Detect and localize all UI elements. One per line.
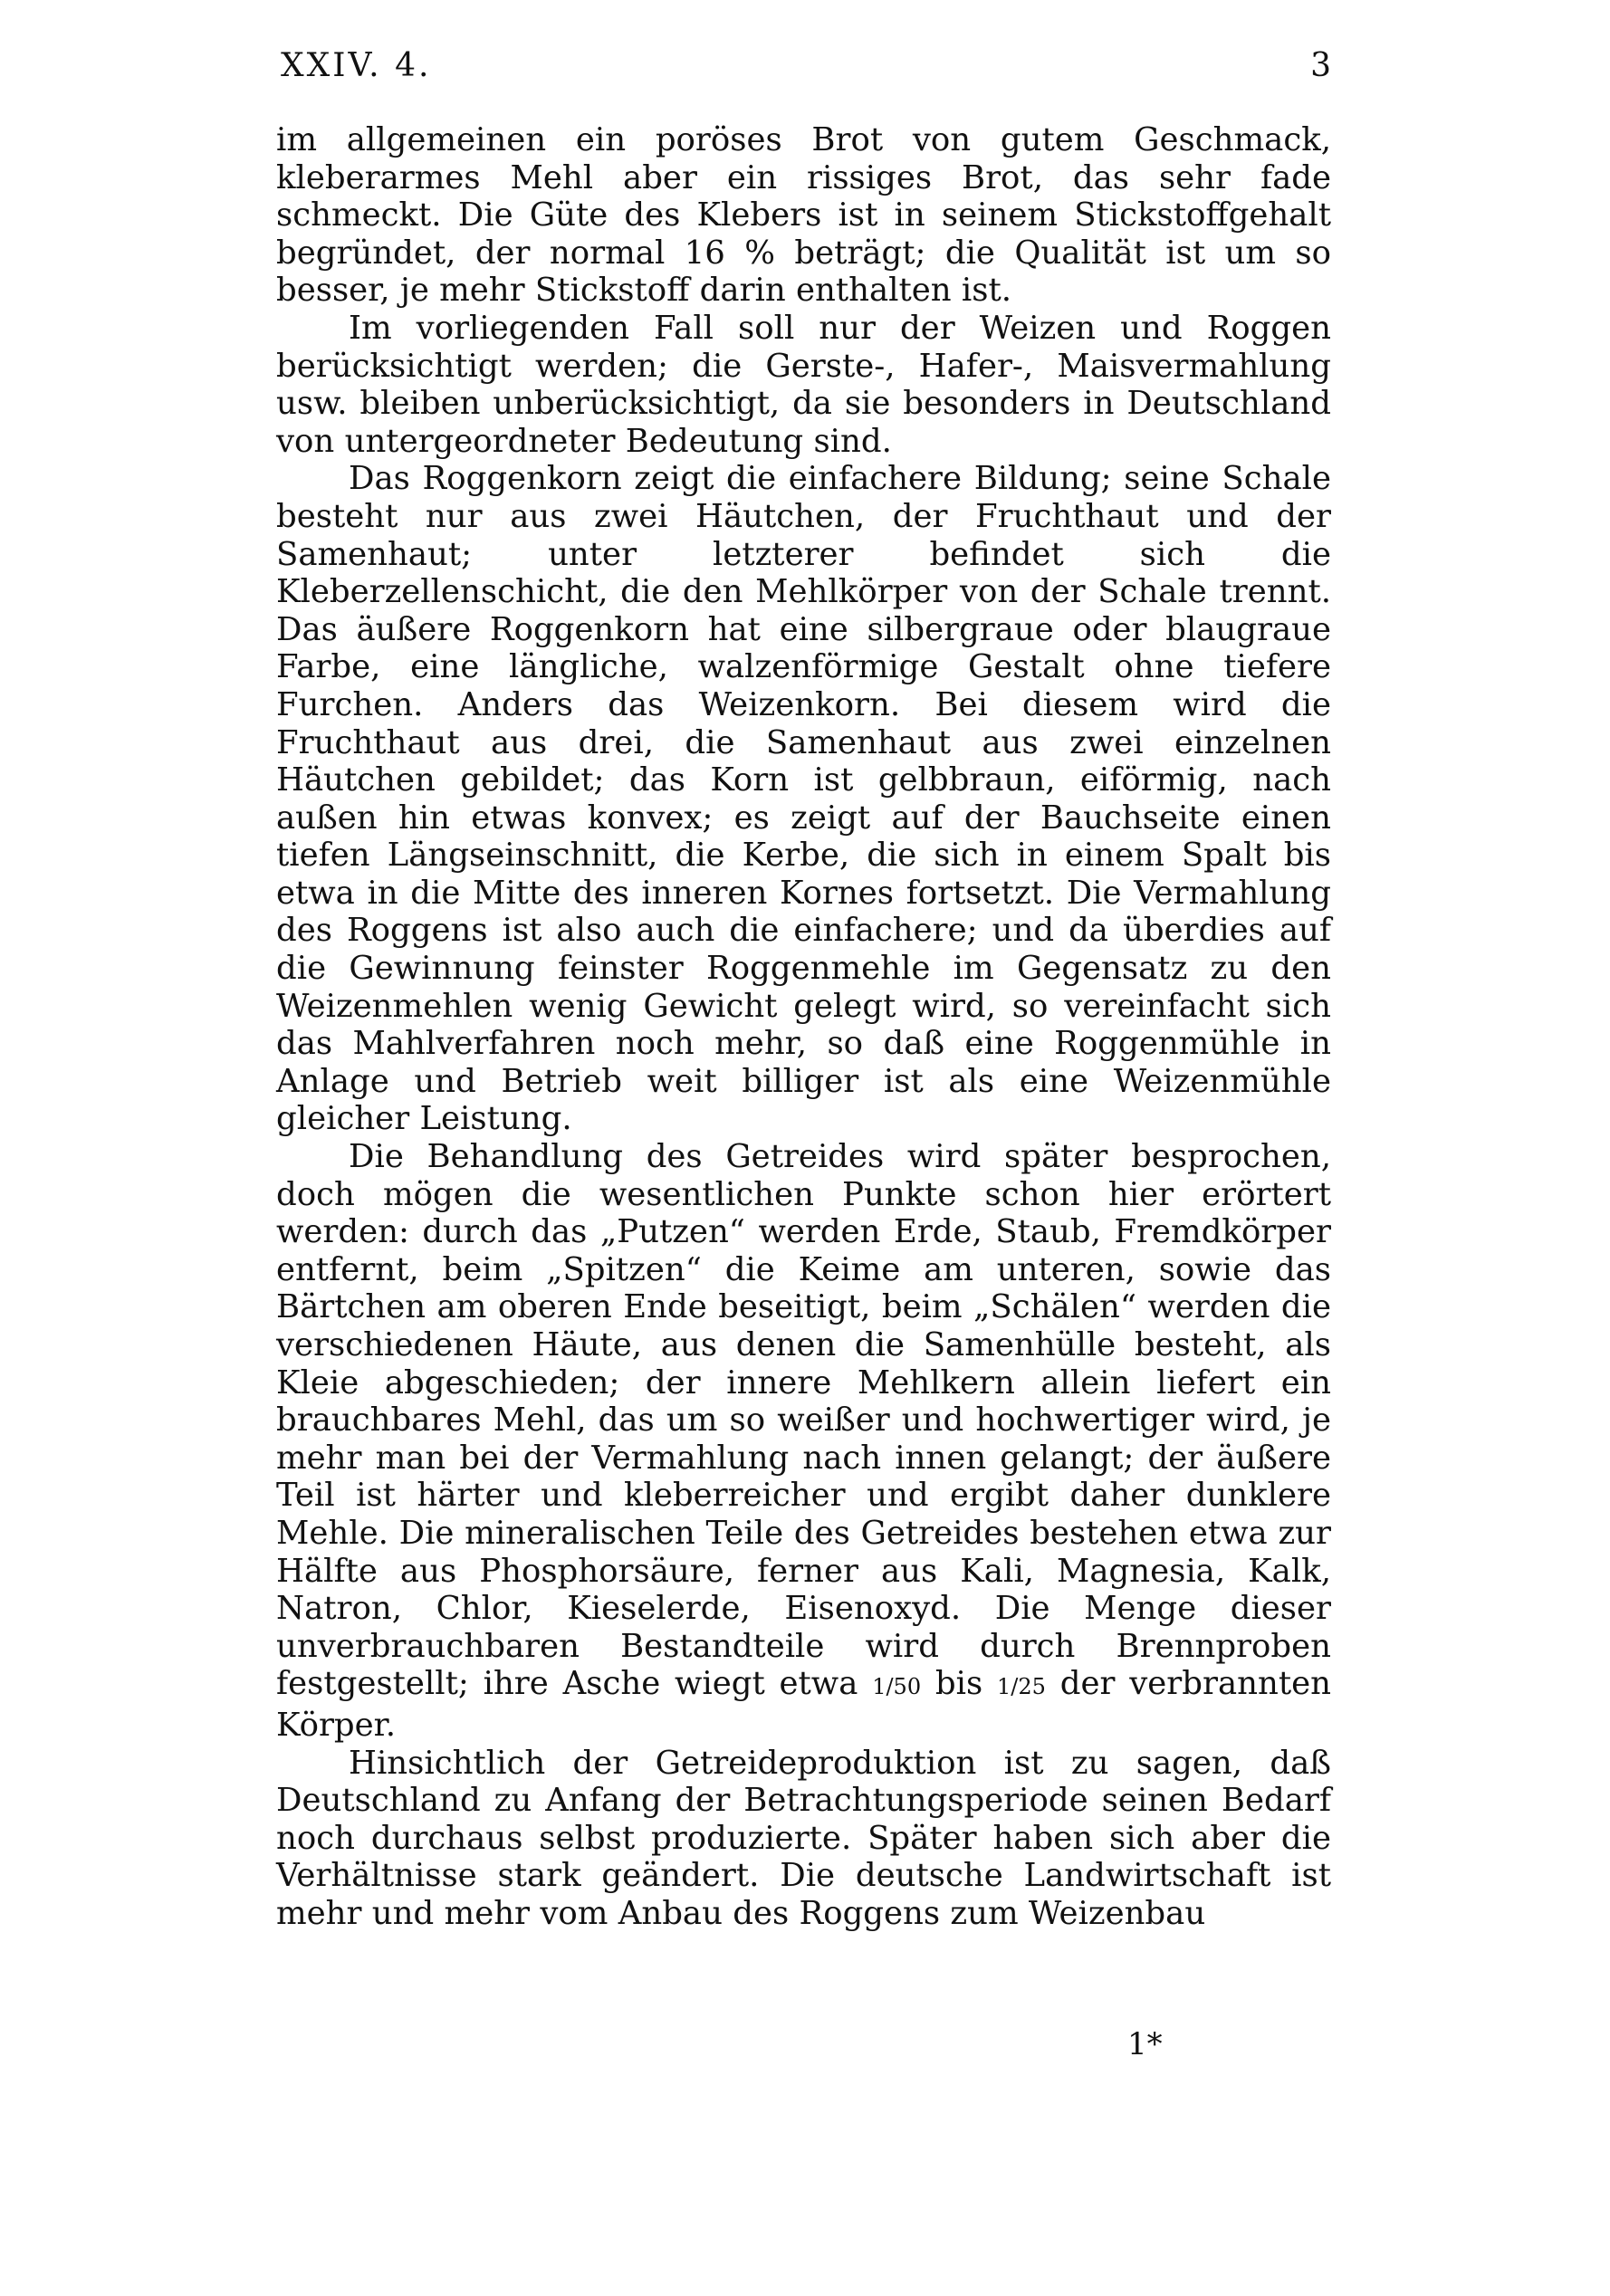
running-header	[281, 47, 1331, 98]
volume-number: XXIV. 4.	[281, 47, 432, 84]
paragraph-4-text: Die Behandlung des Getreides wird später besprochen, doch mögen die wesentlichen Punkte schon hier erörtert werden: durch das „Putzen“ werden Erde, Staub, Fremdkörper entfernt, beim „Spitzen“ die Keime am unteren, sowie das Bärtchen am oberen Ende beseitigt, beim „Schälen“ werden die verschiedenen Häute, aus denen die Samenhülle besteht, als Kleie abgeschieden; der innere Mehlkern allein liefert ein brauchbares Mehl, das um so weißer und hochwertiger wird, je mehr man bei der Vermahlung nach innen gelangt; der äußere Teil ist härter und kleberreicher und ergibt daher dunklere Mehle. Die mineralischen Teile des Getreides bestehen etwa zur Hälfte aus Phosphorsäure, ferner aus Kali, Magnesia, Kalk, Natron, Chlor, Kieselerde, Eisenoxyd. Die Menge dieser unverbrauchbaren Bestandteile wird durch Brennproben festgestellt; ihre Asche wiegt etwa	[276, 1138, 1331, 1703]
paragraph-4-tail: der verbrannten Körper.	[276, 1665, 1331, 1744]
fraction-one-fiftieth: 1/50	[872, 1674, 922, 1700]
page-number: 3	[1310, 47, 1331, 84]
paragraph-1: im allgemeinen ein poröses Brot von gutem Geschmack, kleberarmes Mehl aber ein rissiges Brot, das sehr fade schmeckt. Die Güte des Klebers ist in seinem Stickstoffgehalt begründet, der normal 16 % beträgt; die Qualität ist um so besser, je mehr Stickstoff darin enthalten ist.	[276, 121, 1331, 310]
fraction-joiner: bis	[934, 1665, 983, 1703]
paragraph-5: Hinsichtlich der Getreideproduktion ist zu sagen, daß Deutschland zu Anfang der Betrachtungsperiode seinen Bedarf noch durchaus selbst produzierte. Später haben sich aber die Verhältnisse stark geändert. Die deutsche Landwirtschaft ist mehr und mehr vom Anbau des Roggens zum Weizenbau	[276, 1744, 1331, 1932]
paragraph-2: Im vorliegenden Fall soll nur der Weizen und Roggen berücksichtigt werden; die Gerste-, Hafer-, Maisvermahlung usw. bleiben unberücksichtigt, da sie besonders in Deutschland von untergeordneter Bedeutung sind.	[276, 309, 1331, 460]
fraction-one-twentyfifth: 1/25	[997, 1674, 1046, 1700]
sheet-signature: 1*	[1127, 2026, 1163, 2062]
body-text	[276, 121, 1331, 1933]
paragraph-4	[276, 1138, 1331, 1745]
paragraph-3: Das Roggenkorn zeigt die einfachere Bildung; seine Schale besteht nur aus zwei Häutchen, der Fruchthaut und der Samenhaut; unter letzterer befindet sich die Kleberzellenschicht, die den Mehlkörper von der Schale trennt. Das äußere Roggenkorn hat eine silbergraue oder blaugraue Farbe, eine längliche, walzenförmige Gestalt ohne tiefere Furchen. Anders das Weizenkorn. Bei diesem wird die Fruchthaut aus drei, die Samenhaut aus zwei einzelnen Häutchen gebildet; das Korn ist gelbbraun, eiförmig, nach außen hin etwas konvex; es zeigt auf der Bauchseite einen tiefen Längseinschnitt, die Kerbe, die sich in einem Spalt bis etwa in die Mitte des inneren Kornes fortsetzt. Die Vermahlung des Roggens ist also auch die einfachere; und da überdies auf die Gewinnung feinster Roggenmehle im Gegensatz zu den Weizenmehlen wenig Gewicht gelegt wird, so vereinfacht sich das Mahlverfahren noch mehr, so daß eine Roggenmühle in Anlage und Betrieb weit billiger ist als eine Weizenmühle gleicher Leistung.	[276, 460, 1331, 1138]
